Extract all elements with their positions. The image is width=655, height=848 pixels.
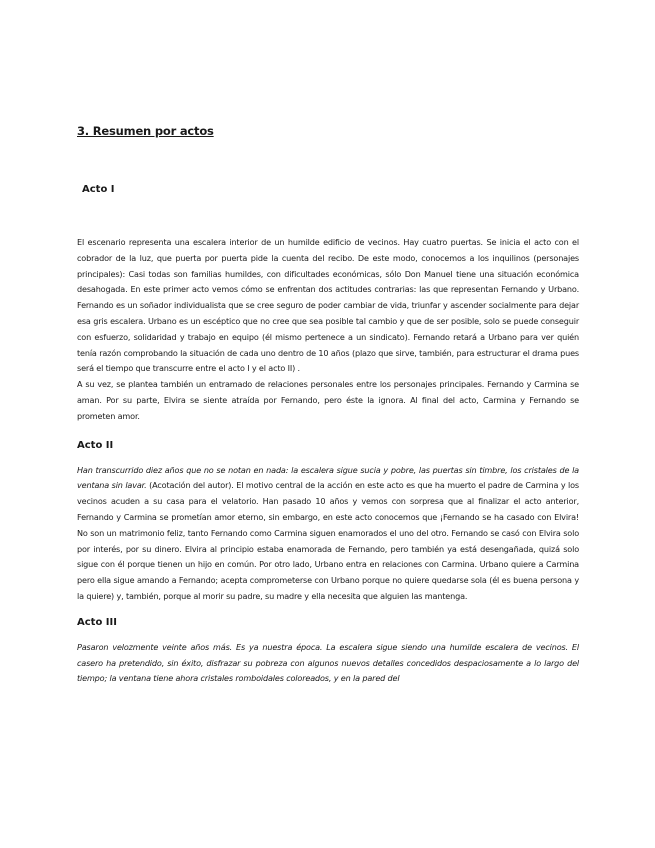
act-1-paragraph-1: El escenario representa una escalera interior de un humilde edificio de vecinos. Hay cuatro puertas. Se inicia el acto con el cobrador de la luz, que puerta por puerta pide la cuenta del recibo. De este modo, conocemos a los inquilinos (personajes principales): Casi todas son familias humildes, con dificultades económicas, sólo Don Manuel tiene una situación económica desahogada. En este primer acto vemos cómo se enfrentan dos actitudes contrarias: las que representan Fernando y Urbano. Fernando es un soñador individualista que se cree seguro de poder cambiar de vida, triunfar y ascender socialmente para dejar esa gris escalera. Urbano es un escéptico que no cree que sea posible tal cambio y que de ser posible, solo se puede conseguir con esfuerzo, solidaridad y trabajo en equipo (él mismo pertenece a un sindicato). Fernando retará a Urbano para ver quién tenía razón comprobando la situación de cada uno dentro de 10 años (plazo que sirve, también, para estructurar el drama pues será el tiempo que transcurre entre el acto I y el acto II) . [77, 237, 579, 374]
act-2-stage-direction: Han transcurrido diez años que no se notan en nada: la escalera sigue sucia y pobre, las puertas sin timbre, los cristales de la ventana sin lavar. [77, 464, 579, 491]
document-body [77, 124, 579, 687]
act-2-paragraph [77, 463, 579, 605]
act-2-body-text: (Acotación del autor). El motivo central de la acción en este acto es que ha muerto el padre de Carmina y los vecinos acuden a su casa para el velatorio. Han pasado 10 años y vemos con sorpresa que al finalizar el acto anterior, Fernando y Carmina se prometían amor eterno, sin embargo, en este acto conocemos que ¡Fernando se ha casado con Elvira! No son un matrimonio feliz, tanto Fernando como Carmina siguen enamorados el uno del otro. Fernando se casó con Elvira solo por interés, por su dinero. Elvira al principio estaba enamorada de Fernando, pero también ya está desengañada, quizá solo sigue con él porque tienen un hijo en común. Por otro lado, Urbano entra en relaciones con Carmina. Urbano quiere a Carmina pero ella sigue amando a Fernando; acepta comprometerse con Urbano porque no quiere quedarse sola (él es buena persona y la quiere) y, también, porque al morir su padre, su madre y ella necesita que alguien las mantenga. [77, 480, 580, 601]
act-1-heading: Acto I [82, 184, 115, 195]
act-2-heading: Acto II [77, 439, 114, 451]
act-3-stage-direction: Pasaron velozmente veinte años más. Es ya nuestra época. La escalera sigue siendo una humilde escalera de vecinos. El casero ha pretendido, sin éxito, disfrazar su pobreza con algunos nuevos detalles concedidos despaciosamente a lo largo del tiempo; la ventana tiene ahora cristales romboidales coloreados, y en la pared del [77, 641, 579, 684]
act-1-paragraph-2: A su vez, se plantea también un entramado de relaciones personales entre los personajes principales. Fernando y Carmina se aman. Por su parte, Elvira se siente atraída por Fernando, pero éste la ignora. Al final del acto, Carmina y Fernando se prometen amor. [77, 379, 579, 421]
section-title: 3. Resumen por actos [77, 124, 214, 138]
act-3-heading: Acto III [77, 616, 117, 628]
